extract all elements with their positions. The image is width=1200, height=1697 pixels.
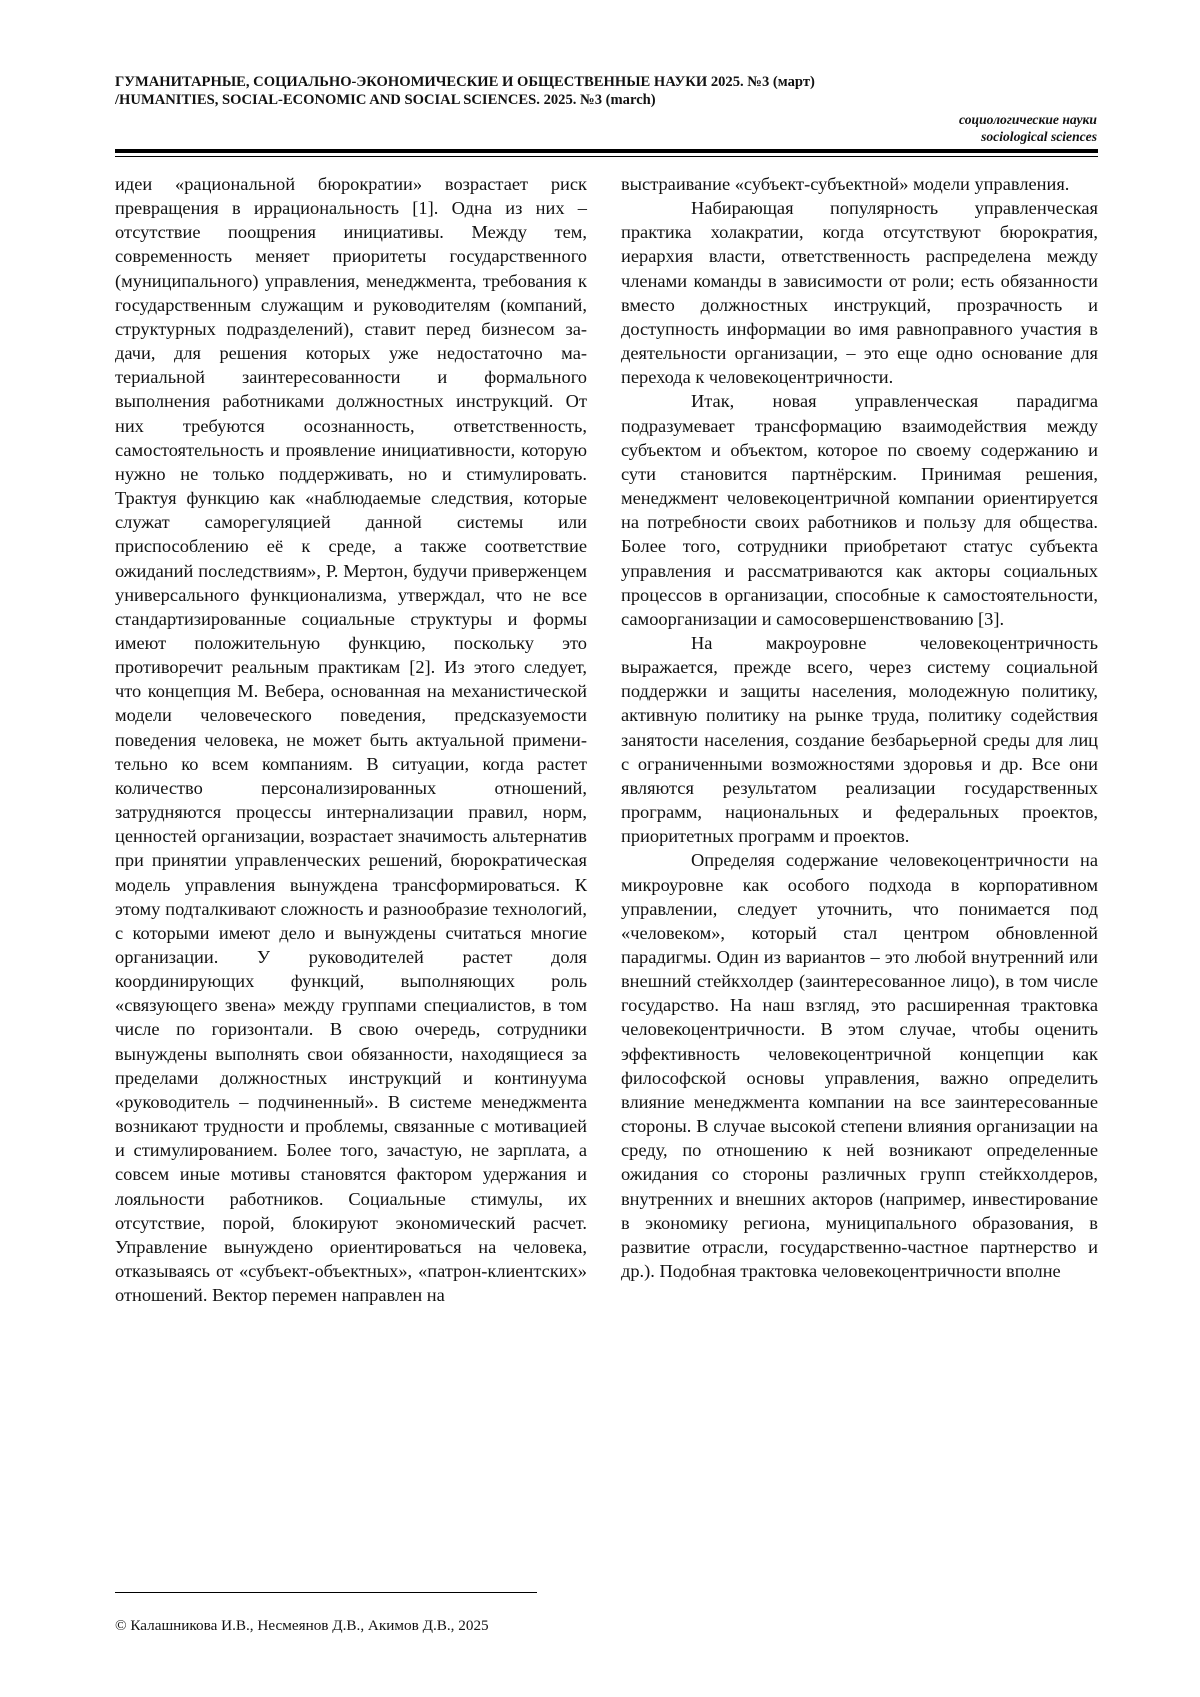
right-paragraph-4: На макроуровне человекоцентричность выражается, прежде всего, через систему социальной поддержки и защиты населения, молодежную политику, активную политику на рынке труда, политику содействия занятости населения, создание безбарьерной среды для лиц с ограниченными возможностями здоровья и др. Все они являются результатом реализации государственных программ, национальных и федеральных проектов, приоритетных программ и проектов. (621, 632, 1098, 847)
header-rule-thin (115, 156, 1098, 157)
header-rule-thick (115, 149, 1098, 153)
right-paragraph-3: Итак, новая управленческая парадигма подразумевает трансформацию взаимодействия между субъектом и объектом, которое по своему содержанию и сути становится партнёрским. Принимая решения, менеджмент человекоцентричной компании ориентируется на потребности своих работников и пользу для общества. Более того, сотрудники приобретают статус субъекта управления и рассматриваются как акторы социальных процессов в организации, способные к самостоятельности, самоорганизации и самосовершенствованию [3]. (621, 391, 1098, 629)
journal-title-en: /HUMANITIES, SOCIAL-ECONOMIC AND SOCIAL SCIENCES. 2025. №3 (march) (115, 92, 656, 108)
right-paragraph-5: Определяя содержание человекоцентричности на микроуровне как особого подхода в корпоративном управлении, следует уточнить, что понимается под «человеком», который стал центром обновленной парадигмы. Один из вариантов – это любой внутренний или внешний стейкхолдер (заинтересованное лицо), в том числе государство. На наш взгляд, это расширенная трактовка человекоцентричности. В этом случае, чтобы оценить эффективность человекоцентричной концепции как философской основы управления, важно определить влияние менеджмента компании на все заинтересованные стороны. В случае высокой степени влияния организации на среду, по отношению к ней возникают определенные ожидания со стороны различных групп стейкхолдеров, внутренних и внешних акторов (например, инвестирование в экономику региона, муниципального образования, в развитие отрасли, государственно-частное партнерство и др.). Подобная трактовка человекоцентричности вполне (621, 850, 1098, 1282)
right-column (621, 172, 1098, 1283)
copyright-footnote: © Калашникова И.В., Несмеянов Д.В., Акимов Д.В., 2025 (115, 1617, 489, 1634)
right-paragraph-1: выстраивание «субъект-субъектной» модели управления. (621, 174, 1070, 194)
section-label (959, 111, 1097, 145)
right-paragraph-2: Набирающая популярность управленческая практика холакратии, когда отсутствуют бюрократия, иерархия власти, ответственность распределена между членами команды в зависимости от роли; есть обязанности вместо должностных инструкций, прозрачность и доступность информации во имя равноправного участия в деятельности организации, – это еще одно основание для перехода к человекоцентричности. (621, 198, 1098, 388)
left-paragraph-1: идеи «рациональной бюрократии» возрастает риск превращения в иррациональность [1]. Одна из них – отсутствие поощрения инициативы. Между тем, современность меняет приоритеты государственного (муниципального) управления, менеджмента, требования к государственным служащим и руководителям (компаний, структурных подразделений), ставит перед бизнесом задачи, для решения которых уже недостаточно материальной заинтересованности и формального выполнения работниками должностных инструкций. От них требуются осознанность, ответственность, самостоятельность и проявление инициативности, которую нужно не только поддерживать, но и стимулировать. Трактуя функцию как «наблюдаемые следствия, которые служат саморегуляцией данной системы или приспособлению её к среде, а также соответствие ожиданий последствиям», Р. Мертон, будучи приверженцем универсального функционализма, утверждал, что не все стандартизированные социальные структуры и формы имеют положительную функцию, поскольку это противоречит реальным практикам [2]. Из этого следует, что концепция М. Вебера, основанная на механистической модели человеческого поведения, предсказуемости поведения человека, не может быть актуальной применительно ко всем компаниям. В ситуации, когда растет количество персонализированных отношений, затрудняются процессы интернализации правил, норм, ценностей организации, возрастает значимость альтернатив при принятии управленческих решений, бюрократическая модель управления вынуждена трансформироваться. К этому подталкивают сложность и разнообразие технологий, с которыми имеют дело и вынуждены считаться многие организации. У руководителей растет доля координирующих функций, выполняющих роль «связующего звена» между группами специалистов, в том числе по горизонтали. В свою очередь, сотрудники вынуждены выполнять свои обязанности, находящиеся за пределами должностных инструкций и континуума «руководитель – подчиненный». В системе менеджмента возникают трудности и проблемы, связанные с мотивацией и стимулированием. Более того, зачастую, не зарплата, а совсем иные мотивы становятся фактором удержания и лояльности работников. Социальные стимулы, их отсутствие, порой, блокируют экономический расчет. Управление вынуждено ориентироваться на человека, отказываясь от «субъект-объектных», «патрон-клиентских» отношений. Вектор перемен направлен на (115, 174, 587, 1306)
journal-header (115, 73, 1095, 109)
section-label-en: sociological sciences (981, 129, 1097, 144)
section-label-ru: социологические науки (959, 112, 1097, 127)
journal-title-ru: ГУМАНИТАРНЫЕ, СОЦИАЛЬНО-ЭКОНОМИЧЕСКИЕ И ОБЩЕСТВЕННЫЕ НАУКИ 2025. №3 (март) (115, 74, 815, 90)
footnote-rule (115, 1592, 537, 1593)
left-column (115, 172, 587, 1307)
